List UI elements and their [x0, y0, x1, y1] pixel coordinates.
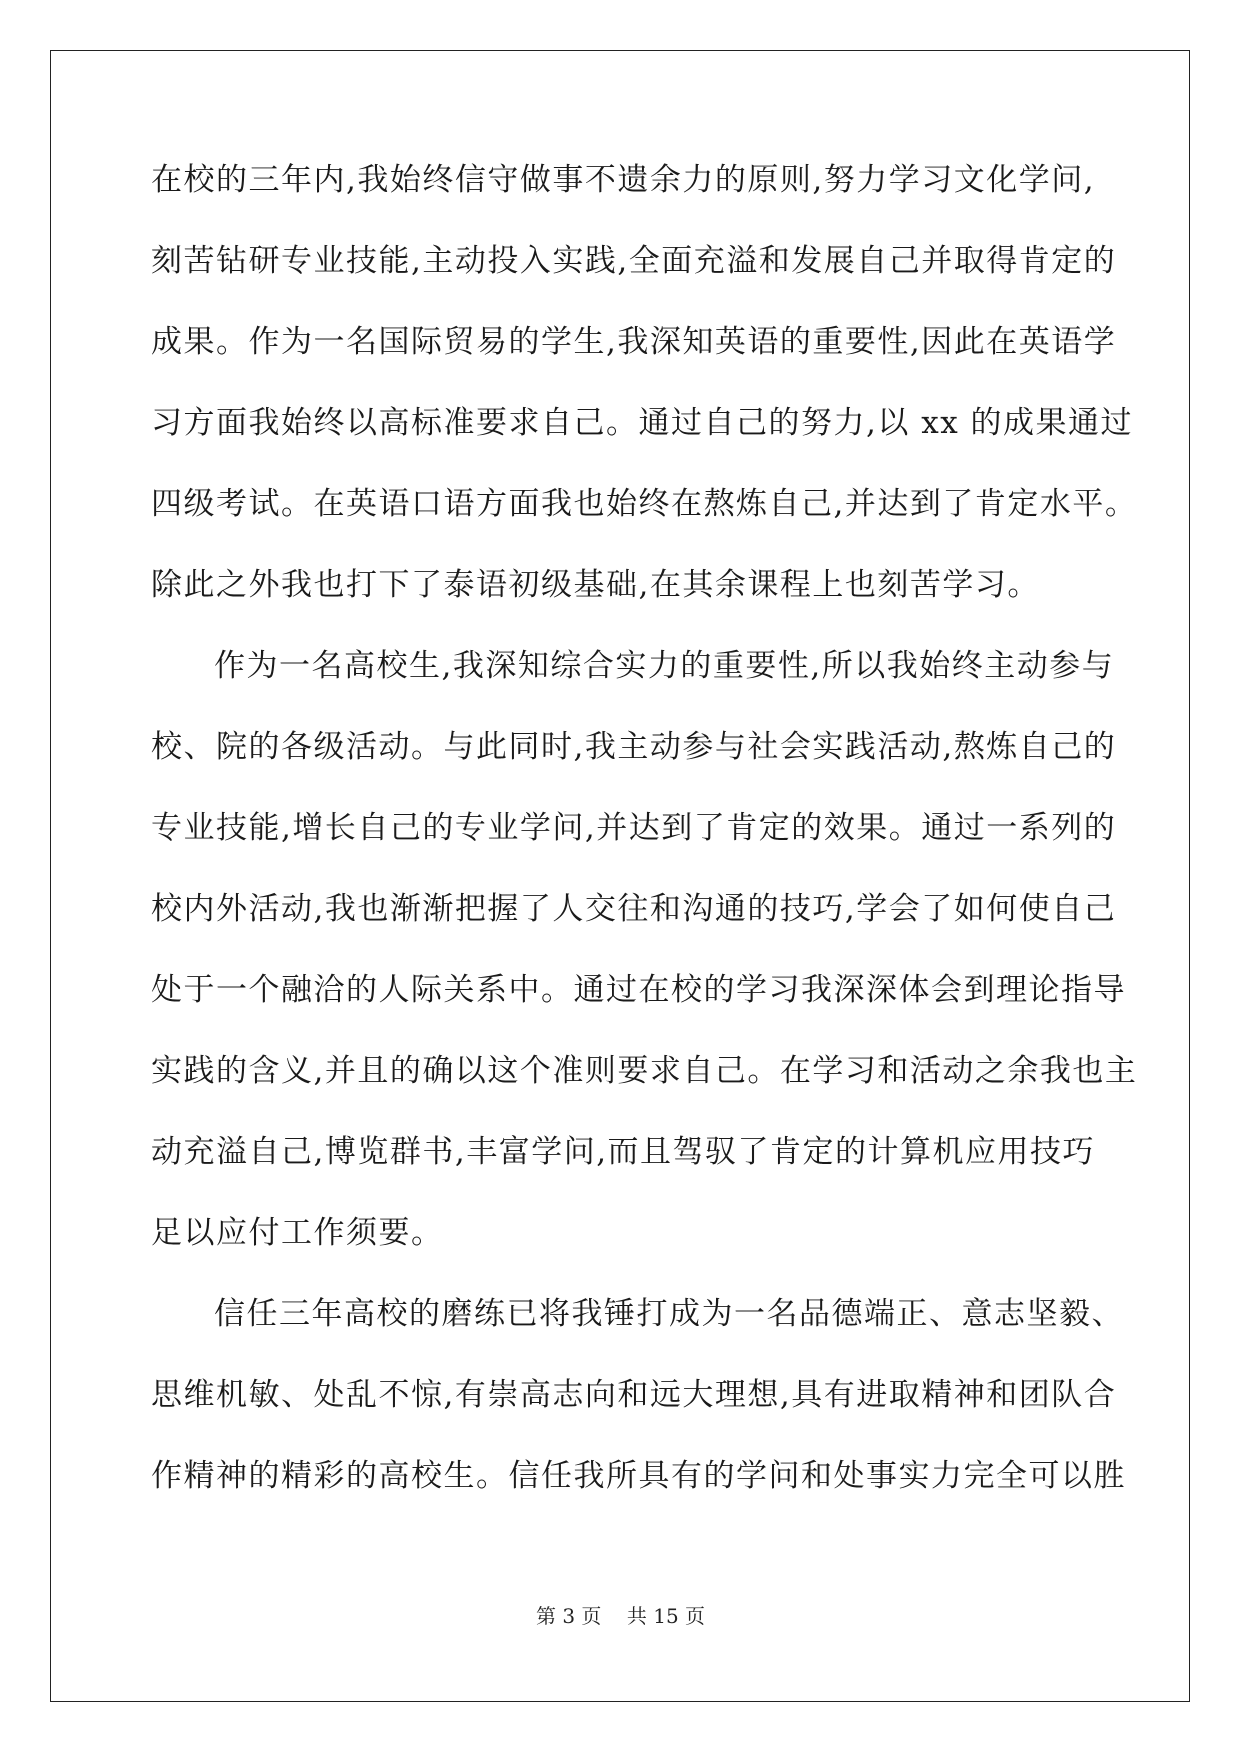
text-line: 四级考试。在英语口语方面我也始终在熬炼自己,并达到了肯定水平。: [151, 486, 1138, 522]
text-line: 习方面我始终以高标准要求自己。通过自己的努力,以 xx 的成果通过: [151, 405, 1134, 441]
text-line: 动充溢自己,博览群书,丰富学问,而且驾驭了肯定的计算机应用技巧: [151, 1134, 1096, 1170]
text-line: 思维机敏、处乱不惊,有崇高志向和远大理想,具有进取精神和团队合: [151, 1377, 1117, 1413]
text-line: 刻苦钻研专业技能,主动投入实践,全面充溢和发展自己并取得肯定的: [151, 243, 1117, 279]
text-line: 校、院的各级活动。与此同时,我主动参与社会实践活动,熬炼自己的: [151, 729, 1117, 765]
text-line: 作为一名高校生,我深知综合实力的重要性,所以我始终主动参与: [214, 648, 1115, 684]
text-line: 成果。作为一名国际贸易的学生,我深知英语的重要性,因此在英语学: [151, 324, 1117, 360]
text-line: 专业技能,增长自己的专业学问,并达到了肯定的效果。通过一系列的: [151, 810, 1117, 846]
text-line: 作精神的精彩的高校生。信任我所具有的学问和处事实力完全可以胜: [151, 1458, 1126, 1494]
page-number: 第 3 页: [535, 1604, 602, 1628]
text-line: 实践的含义,并且的确以这个准则要求自己。在学习和活动之余我也主: [151, 1053, 1138, 1089]
document-body: [151, 160, 1138, 1537]
page-total: 共 15 页: [626, 1604, 706, 1628]
text-line: 校内外活动,我也渐渐把握了人交往和沟通的技巧,学会了如何使自己: [151, 891, 1117, 927]
page-footer: [0, 1600, 1241, 1629]
text-line: 除此之外我也打下了泰语初级基础,在其余课程上也刻苦学习。: [151, 567, 1040, 603]
text-line: 在校的三年内,我始终信守做事不遗余力的原则,努力学习文化学问,: [151, 162, 1096, 198]
text-line: 处于一个融洽的人际关系中。通过在校的学习我深深体会到理论指导: [151, 972, 1126, 1008]
text-line: 足以应付工作须要。: [151, 1215, 444, 1251]
text-line: 信任三年高校的磨练已将我锤打成为一名品德端正、意志坚毅、: [214, 1296, 1124, 1332]
